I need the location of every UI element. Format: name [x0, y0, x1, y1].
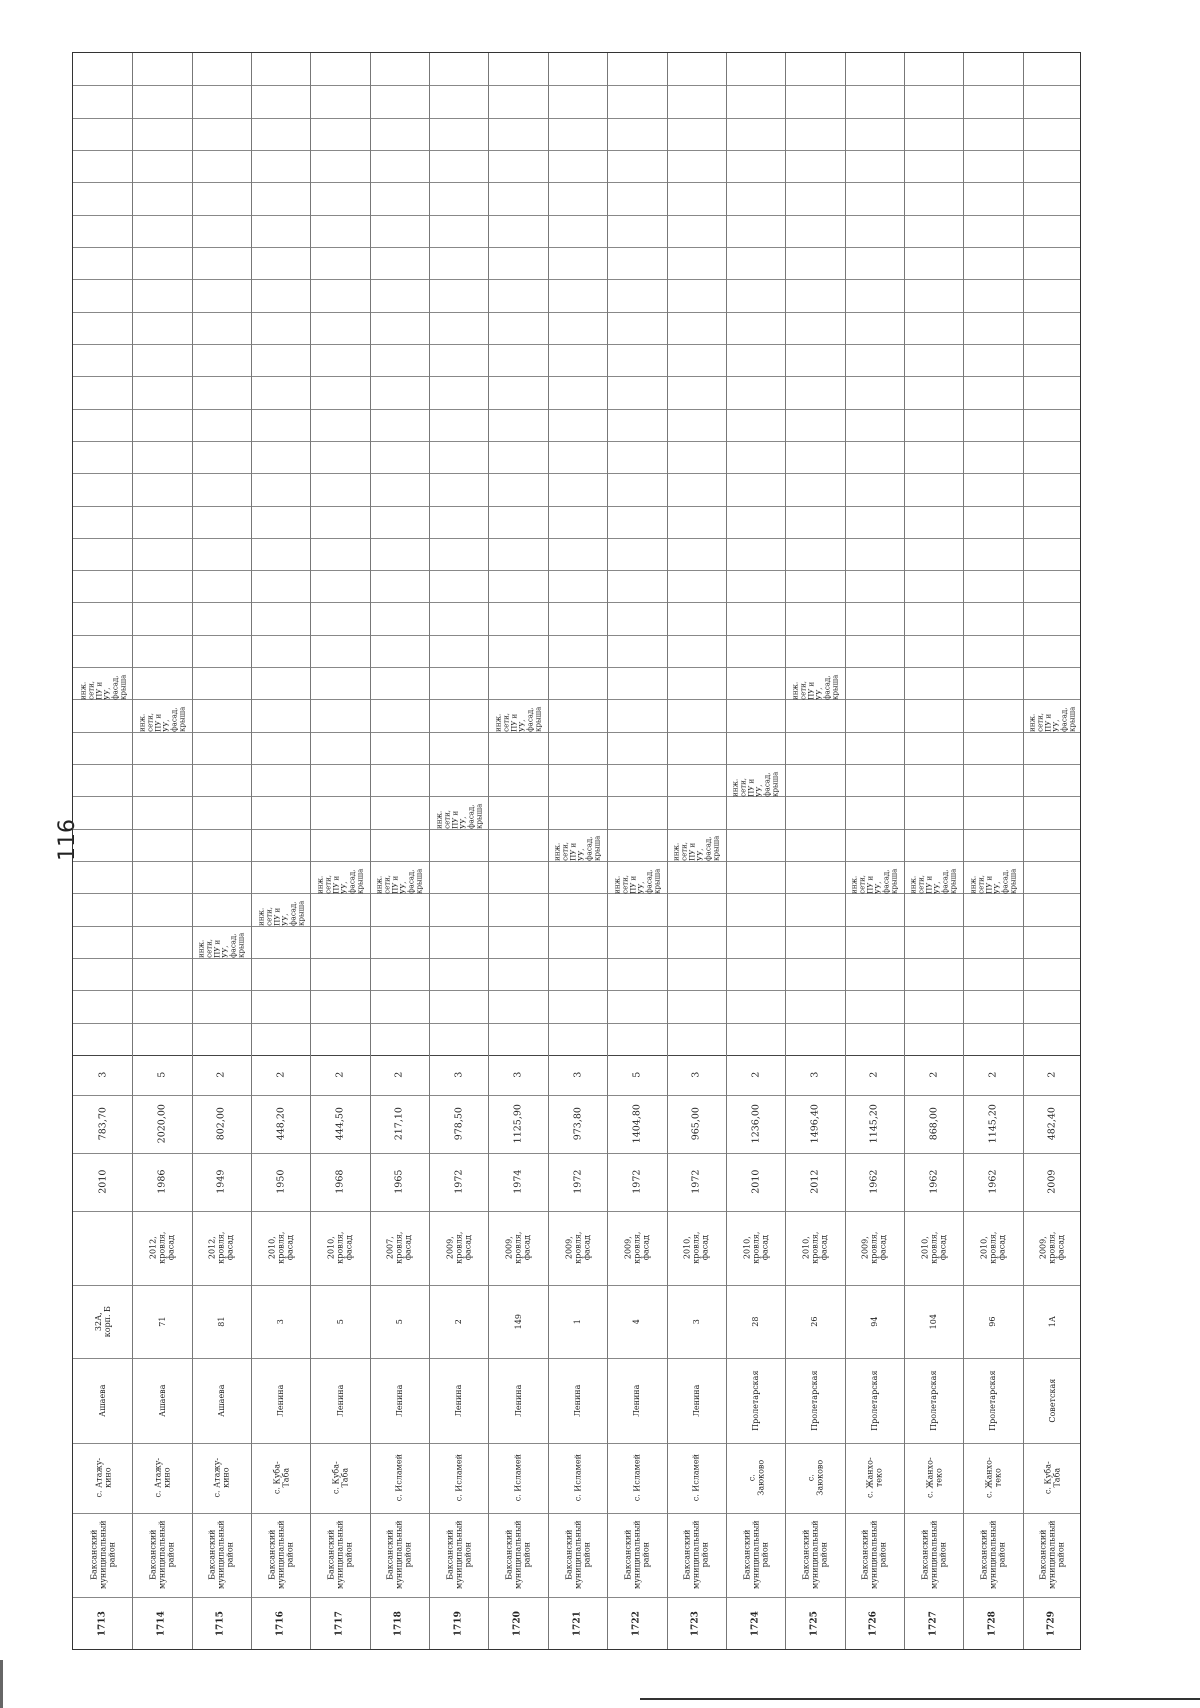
cell-floors: 2 [987, 1071, 999, 1079]
cell-locality: с. Исламей [394, 1454, 404, 1502]
scan-edge-mark [0, 1660, 3, 1708]
cell-area: 868,00 [928, 1107, 940, 1141]
works-note: инж. сети, ПУ и УУ, фасад, крыша [316, 868, 365, 894]
cell-repairs: 2012, кровля, фасад [148, 1231, 176, 1265]
cell-locality: с. Исламей [632, 1454, 642, 1502]
cell-street: Ленина [394, 1384, 404, 1417]
cell-no: 1716 [275, 1611, 286, 1637]
cell-repairs: 2010, кровля, фасад [267, 1231, 295, 1265]
table-rule [73, 958, 1080, 959]
cell-district: Баксанский муниципальный район [207, 1520, 235, 1590]
works-note: инж. сети, ПУ и УУ, фасад, крыша [256, 900, 305, 926]
cell-repairs: 2010, кровля, фасад [920, 1231, 948, 1265]
cell-floors: 2 [1046, 1071, 1058, 1079]
cell-year: 1962 [987, 1169, 999, 1195]
cell-district: Баксанский муниципальный район [504, 1520, 532, 1590]
cell-floors: 2 [928, 1071, 940, 1079]
table-rule [73, 538, 1080, 539]
cell-area: 2020,00 [156, 1104, 168, 1144]
cell-street: Пролетарская [869, 1370, 879, 1431]
cell-street: Пролетарская [751, 1370, 761, 1431]
cell-house: 2 [454, 1318, 464, 1325]
cell-street: Пролетарская [929, 1370, 939, 1431]
cell-area: 448,20 [275, 1107, 287, 1141]
cell-street: Ленина [513, 1384, 523, 1417]
table-rule [73, 182, 1080, 183]
table-rule [73, 118, 1080, 119]
cell-no: 1727 [928, 1611, 939, 1637]
cell-no: 1729 [1046, 1611, 1057, 1637]
cell-locality: с. Атажу- кино [212, 1458, 231, 1498]
cell-year: 2009 [1046, 1169, 1058, 1195]
cell-house: 4 [632, 1318, 642, 1325]
cell-district: Баксанский муниципальный район [1038, 1520, 1066, 1590]
cell-no: 1721 [572, 1611, 582, 1637]
cell-year: 1962 [868, 1169, 880, 1195]
works-note: инж. сети, ПУ и УУ, фасад, крыша [909, 868, 958, 894]
cell-repairs: 2010, кровля, фасад [979, 1231, 1007, 1265]
cell-house: 28 [751, 1316, 761, 1327]
cell-district: Баксанский муниципальный район [860, 1520, 888, 1590]
cell-no: 1718 [393, 1611, 404, 1637]
cell-year: 1965 [393, 1169, 405, 1195]
registry-table [72, 52, 1081, 1650]
cell-district: Баксанский муниципальный район [801, 1520, 829, 1590]
cell-locality: с. Исламей [691, 1454, 701, 1502]
works-note: инж. сети, ПУ и УУ, фасад, крыша [968, 868, 1017, 894]
works-note: инж. сети, ПУ и УУ, фасад, крыша [1028, 706, 1077, 732]
cell-no: 1717 [334, 1611, 345, 1637]
table-rule [73, 732, 1080, 733]
cell-repairs: 2012, кровля, фасад [207, 1231, 235, 1265]
cell-locality: с. Жанхо- теко [924, 1457, 943, 1499]
cell-floors: 2 [334, 1071, 346, 1079]
cell-street: Пролетарская [988, 1370, 998, 1431]
cell-street: Советская [1047, 1378, 1057, 1423]
cell-locality: с. Жанхо- теко [865, 1457, 884, 1499]
cell-no: 1713 [97, 1611, 108, 1637]
works-note: инж. сети, ПУ и УУ, фасад, крыша [612, 868, 661, 894]
table-rule [73, 667, 1080, 668]
cell-year: 2010 [97, 1169, 109, 1195]
cell-year: 1972 [453, 1169, 465, 1195]
cell-locality: с. Куба- Таба [271, 1461, 290, 1495]
cell-repairs [73, 1211, 132, 1285]
cell-year: 1972 [631, 1169, 643, 1195]
table-rule [73, 344, 1080, 345]
cell-locality: с. Куба- Таба [331, 1461, 350, 1495]
cell-year: 1972 [690, 1169, 702, 1195]
cell-floors: 5 [631, 1071, 643, 1079]
table-rule [73, 279, 1080, 280]
cell-house: 1 [573, 1318, 582, 1325]
cell-area: 1236,00 [750, 1104, 762, 1144]
cell-year: 1950 [275, 1169, 287, 1195]
cell-repairs: 2009, кровля, фасад [1038, 1231, 1066, 1265]
cell-house: 96 [988, 1316, 998, 1327]
cell-no: 1714 [156, 1611, 167, 1637]
cell-house: 26 [810, 1316, 820, 1327]
works-note: инж. сети, ПУ и УУ, фасад, крыша [672, 835, 721, 862]
cell-district: Баксанский муниципальный район [148, 1520, 176, 1590]
cell-repairs: 2010, кровля, фасад [326, 1231, 354, 1265]
table-rule [73, 215, 1080, 216]
cell-floors: 3 [453, 1071, 465, 1079]
cell-floors: 5 [156, 1071, 168, 1079]
cell-house: 71 [157, 1316, 167, 1327]
table-rule [73, 1023, 1080, 1024]
works-note: инж. сети, ПУ и УУ, фасад, крыша [731, 771, 780, 797]
works-note: инж. сети, ПУ и УУ, фасад, крыша [553, 835, 602, 862]
cell-house: 5 [394, 1318, 404, 1325]
cell-street: Ленина [691, 1384, 701, 1417]
cell-district: Баксанский муниципальный район [89, 1520, 117, 1590]
table-rule [73, 409, 1080, 410]
works-note: инж. сети, ПУ и УУ, фасад, крыша [434, 803, 483, 829]
cell-repairs: 2009, кровля, фасад [504, 1231, 532, 1265]
cell-floors: 2 [750, 1071, 762, 1079]
cell-district: Баксанский муниципальный район [623, 1520, 651, 1590]
cell-house: 104 [929, 1313, 939, 1330]
cell-district: Баксанский муниципальный район [564, 1520, 591, 1590]
table-rule [73, 570, 1080, 571]
cell-floors: 3 [97, 1071, 109, 1079]
cell-area: 1125,90 [512, 1104, 524, 1144]
cell-street: Пролетарская [810, 1370, 820, 1431]
cell-year: 1949 [215, 1169, 227, 1195]
cell-area: 973,80 [572, 1107, 583, 1141]
cell-district: Баксанский муниципальный район [742, 1520, 770, 1590]
cell-district: Баксанский муниципальный район [385, 1520, 413, 1590]
cell-area: 783,70 [97, 1107, 109, 1141]
table-rule [73, 150, 1080, 151]
table-rule [73, 376, 1080, 377]
cell-area: 1145,20 [987, 1104, 999, 1144]
cell-district: Баксанский муниципальный район [682, 1520, 710, 1590]
cell-house: 1А [1047, 1315, 1057, 1328]
cell-street: Ленина [454, 1384, 464, 1417]
cell-locality: с. Заюково [805, 1460, 824, 1496]
cell-no: 1719 [453, 1611, 464, 1637]
cell-district: Баксанский муниципальный район [445, 1520, 473, 1590]
cell-floors: 2 [275, 1071, 287, 1079]
cell-repairs: 2009, кровля, фасад [623, 1231, 651, 1265]
works-note: инж. сети, ПУ и УУ, фасад, крыша [790, 674, 839, 700]
cell-district: Баксанский муниципальный район [920, 1520, 948, 1590]
cell-house: 3 [691, 1318, 701, 1325]
cell-no: 1720 [512, 1611, 523, 1637]
cell-house: 5 [335, 1318, 345, 1325]
cell-street: Ашаева [157, 1384, 167, 1417]
cell-year: 1972 [572, 1169, 583, 1195]
cell-district: Баксанский муниципальный район [979, 1520, 1007, 1590]
cell-repairs: 2010, кровля, фасад [742, 1231, 770, 1265]
cell-year: 1974 [512, 1169, 524, 1195]
cell-no: 1722 [631, 1611, 642, 1637]
cell-area: 1145,20 [868, 1104, 880, 1144]
cell-floors: 2 [868, 1071, 880, 1079]
cell-floors: 3 [512, 1071, 524, 1079]
table-rule [73, 247, 1080, 248]
cell-street: Ленина [335, 1384, 345, 1417]
cell-area: 1496,40 [809, 1104, 821, 1144]
cell-area: 482,40 [1046, 1107, 1058, 1141]
cell-no: 1724 [750, 1611, 761, 1637]
table-rule [73, 699, 1080, 700]
table-rule [73, 473, 1080, 474]
table-rule [73, 764, 1080, 765]
cell-locality: с. Исламей [573, 1454, 582, 1502]
cell-floors: 3 [809, 1071, 821, 1079]
cell-repairs: 2009, кровля, фасад [860, 1231, 888, 1265]
table-rule [73, 312, 1080, 313]
page-number: 116 [55, 819, 80, 861]
cell-street: Ленина [632, 1384, 642, 1417]
cell-floors: 2 [393, 1071, 405, 1079]
works-note: инж. сети, ПУ и УУ, фасад, крыша [78, 674, 127, 700]
cell-floors: 3 [572, 1071, 583, 1079]
cell-repairs: 2009, кровля, фасад [564, 1231, 591, 1265]
works-note: инж. сети, ПУ и УУ, фасад, крыша [197, 932, 246, 959]
cell-locality: с. Жанхо- теко [983, 1457, 1002, 1499]
cell-street: Ашаева [216, 1384, 226, 1417]
table-rule [73, 796, 1080, 797]
cell-locality: с. Атажу- кино [153, 1458, 172, 1498]
cell-repairs: 2010, кровля, фасад [801, 1231, 829, 1265]
cell-area: 978,50 [453, 1107, 465, 1141]
cell-area: 444,50 [334, 1107, 346, 1141]
cell-street: Ленина [573, 1384, 582, 1417]
table-rule [73, 602, 1080, 603]
works-note: инж. сети, ПУ и УУ, фасад, крыша [494, 706, 543, 732]
cell-no: 1725 [809, 1611, 820, 1637]
cell-repairs: 2010, кровля, фасад [682, 1231, 710, 1265]
cell-locality: с. Исламей [513, 1454, 523, 1502]
bottom-rule [640, 1698, 1200, 1700]
cell-house: 32А, корп. Б [93, 1305, 112, 1338]
cell-year: 1962 [928, 1169, 940, 1195]
table-rule [73, 990, 1080, 991]
cell-area: 217,10 [393, 1107, 405, 1141]
cell-floors: 3 [690, 1071, 702, 1079]
cell-house: 94 [869, 1316, 879, 1327]
works-note: инж. сети, ПУ и УУ, фасад, крыша [138, 706, 187, 732]
works-note: инж. сети, ПУ и УУ, фасад, крыша [850, 868, 899, 894]
cell-locality: с. Атажу- кино [93, 1458, 112, 1498]
cell-area: 802,00 [215, 1107, 227, 1141]
cell-area: 965,00 [690, 1107, 702, 1141]
cell-street: Ашаева [98, 1384, 108, 1417]
cell-no: 1723 [690, 1611, 701, 1637]
works-note: инж. сети, ПУ и УУ, фасад, крыша [375, 868, 424, 894]
cell-locality: с. Заюково [746, 1460, 765, 1496]
cell-locality: с. Исламей [454, 1454, 464, 1502]
cell-district: Баксанский муниципальный район [326, 1520, 354, 1590]
cell-repairs: 2009, кровля, фасад [445, 1231, 473, 1265]
cell-year: 2010 [750, 1169, 762, 1195]
cell-house: 149 [513, 1313, 523, 1330]
table-rule [73, 85, 1080, 86]
cell-district: Баксанский муниципальный район [267, 1520, 295, 1590]
cell-no: 1715 [215, 1611, 226, 1637]
cell-floors: 2 [215, 1071, 227, 1079]
cell-repairs: 2007, кровля, фасад [385, 1231, 413, 1265]
cell-house: 3 [276, 1318, 286, 1325]
cell-street: Ленина [276, 1384, 286, 1417]
table-rule [73, 506, 1080, 507]
table-rule [73, 441, 1080, 442]
table-rule [73, 635, 1080, 636]
cell-locality: с. Куба- Таба [1043, 1461, 1062, 1495]
cell-area: 1404,80 [631, 1104, 643, 1144]
cell-year: 1968 [334, 1169, 346, 1195]
cell-year: 1986 [156, 1169, 168, 1195]
cell-year: 2012 [809, 1169, 821, 1195]
cell-house: 81 [216, 1316, 226, 1327]
cell-no: 1726 [868, 1611, 879, 1637]
cell-no: 1728 [987, 1611, 998, 1637]
